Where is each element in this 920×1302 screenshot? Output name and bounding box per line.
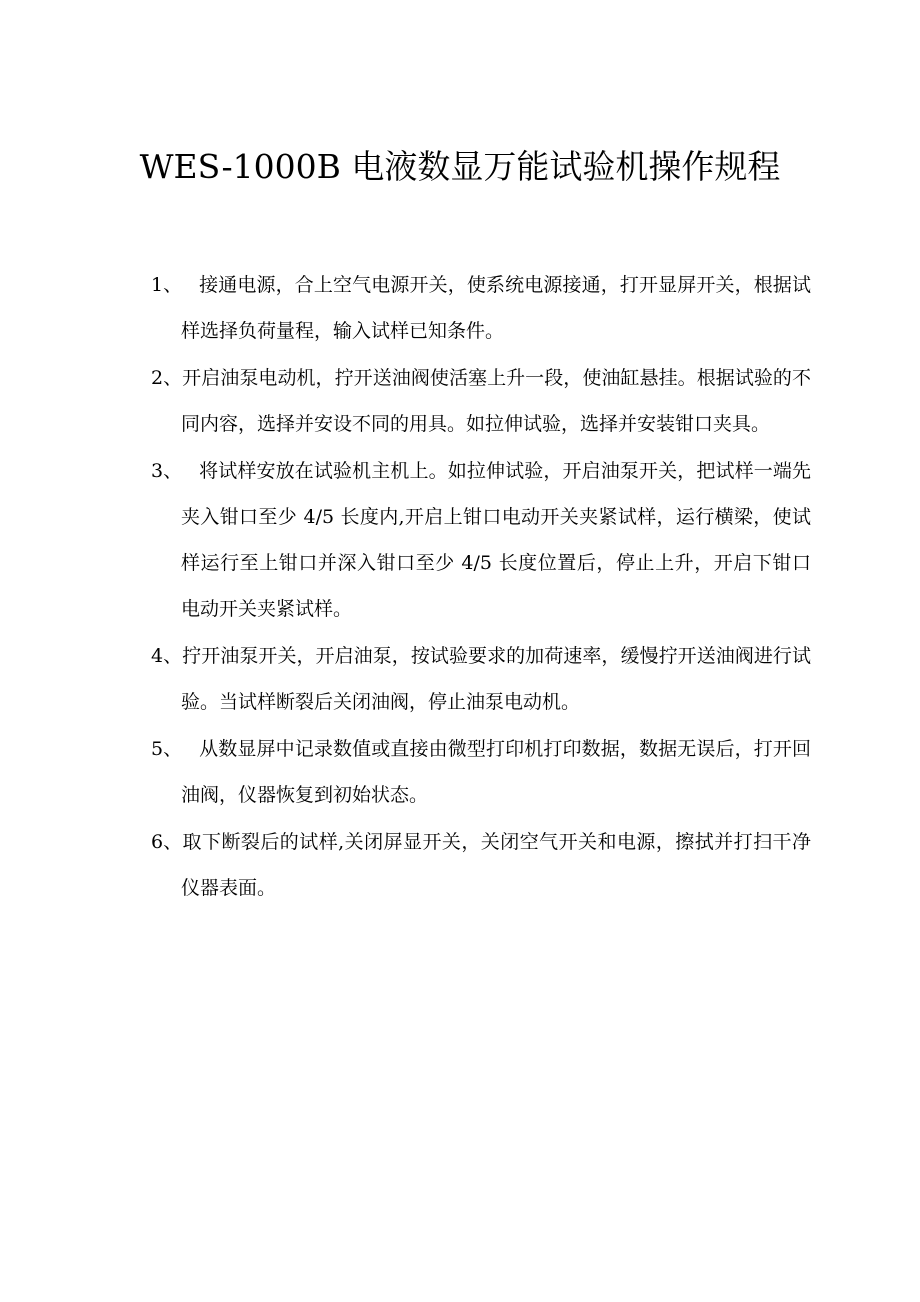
step-text: 拧开油泵开关，开启油泵，按试验要求的加荷速率，缓慢拧开送油阀进行试验。当试样断裂后关闭油阀，停止油泵电动机。 (181, 645, 811, 713)
procedure-steps (151, 262, 811, 912)
procedure-step-1 (151, 262, 811, 354)
step-text: 从数显屏中记录数值或直接由微型打印机打印数据，数据无误后，打开回油阀，仪器恢复到初始状态。 (181, 738, 811, 806)
step-text: 接通电源，合上空气电源开关，使系统电源接通，打开显屏开关，根据试样选择负荷量程，输入试样已知条件。 (181, 274, 811, 342)
step-text: 将试样安放在试验机主机上。如拉伸试验，开启油泵开关，把试样一端先夹入钳口至少 4/5 长度内,开启上钳口电动开关夹紧试样，运行横梁，使试样运行至上钳口并深入钳口至少 4/5 长度位置后，停止上升，开启下钳口电动开关夹紧试样。 (181, 460, 811, 620)
procedure-step-5 (151, 726, 811, 818)
procedure-step-4 (151, 633, 811, 725)
procedure-step-2 (151, 355, 811, 447)
step-text: 取下断裂后的试样,关闭屏显开关，关闭空气开关和电源，擦拭并打扫干净仪器表面。 (181, 831, 811, 899)
document-title: WES-1000B 电液数显万能试验机操作规程 (139, 147, 781, 186)
step-number: 5、 (151, 738, 183, 760)
step-number: 2、 (151, 367, 183, 389)
step-number: 4、 (151, 645, 183, 667)
step-number: 3、 (151, 460, 183, 482)
step-number: 1、 (151, 274, 183, 296)
step-text: 开启油泵电动机，拧开送油阀使活塞上升一段，使油缸悬挂。根据试验的不同内容，选择并安设不同的用具。如拉伸试验，选择并安装钳口夹具。 (181, 367, 811, 435)
procedure-step-6 (151, 819, 811, 911)
procedure-step-3 (151, 448, 811, 632)
step-number: 6、 (151, 831, 183, 853)
